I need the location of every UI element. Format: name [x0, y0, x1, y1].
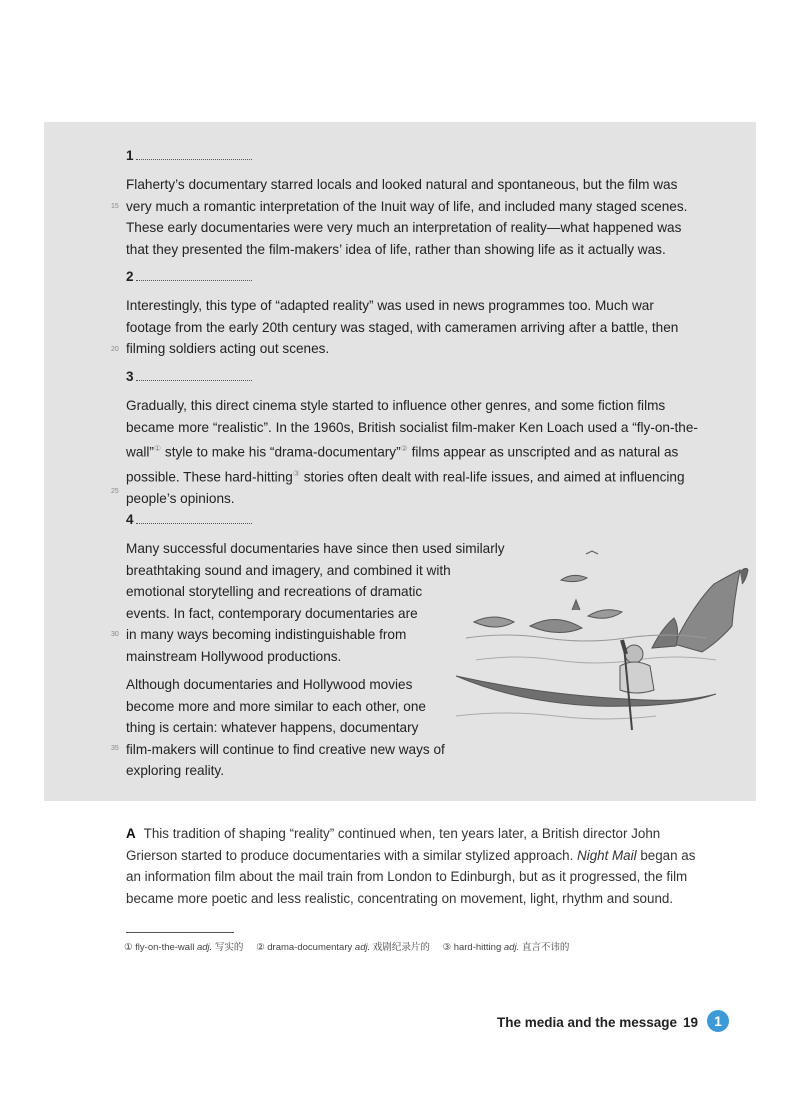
line-number: 25: [111, 488, 119, 495]
footnote-mark-1: ①: [153, 444, 162, 453]
section-number: 1: [126, 148, 134, 163]
section-number: 4: [126, 512, 134, 527]
section-number: 3: [126, 369, 134, 384]
section-4-heading: [126, 512, 252, 527]
section-4-paragraph: Many successful documentaries have since then used similarly breathtaking sound and imagery, and combined it with emotional storytelling and recreations of dramatic events. In fact, contemporary documentaries are in many ways becoming indistinguishable from mainstream Hollywood productions.: [126, 541, 505, 664]
section-number: 2: [126, 269, 134, 284]
closing-paragraph: Although documentaries and Hollywood movies become more and more similar to each other, one thing is certain: whatever happens, documentary film-makers will continue to find creative new ways of exploring reality.: [126, 677, 445, 778]
inuit-kayak-whale-illustration: [456, 548, 756, 748]
option-a-paragraph: A This tradition of shaping “reality” continued when, ten years later, a British director John Grierson started to produce documentaries with a similar stylized approach. Night Mail began as an information film about the mail train from London to Edinburgh, but as it progressed, the film became more poetic and less realistic, concentrating on movement, light, rhythm and sound.: [126, 826, 696, 906]
option-letter: A: [126, 826, 136, 841]
section-2-paragraph: Interestingly, this type of “adapted reality” was used in news programmes too. Much war footage from the early 20th century was staged, with cameramen arriving after a battle, then filming soldiers acting out scenes.: [126, 298, 679, 356]
answer-blank[interactable]: [136, 370, 252, 381]
page-number: 19: [683, 1015, 699, 1030]
footnotes: [124, 939, 579, 953]
line-number: 20: [111, 346, 119, 353]
footnote-mark-2: ②: [400, 444, 408, 453]
answer-blank[interactable]: [136, 270, 252, 281]
section-3-paragraph: Gradually, this direct cinema style started to influence other genres, and some fiction films became more “realistic”. In the 1960s, British socialist film-maker Ken Loach used a “fly-on-the- wall”① style to make his “drama-documentary”② films appear as unscripted and as natural as possible. These hard-hitting③ stories often dealt with real-life issues, and aimed at influencing people’s opinions.: [126, 398, 698, 507]
unit-badge: 1: [707, 1010, 729, 1032]
chapter-title: The media and the message: [497, 1015, 678, 1030]
line-number: 30: [111, 631, 119, 638]
answer-blank[interactable]: [136, 149, 252, 160]
footnote-1: ① fly-on-the-wall adj. 写实的: [124, 942, 244, 953]
line-number: 15: [111, 203, 119, 210]
line-number: 35: [111, 745, 119, 752]
footnote-3: ③ hard-hitting adj. 直言不讳的: [442, 942, 570, 953]
film-title: Night Mail: [577, 847, 637, 863]
section-1-paragraph: Flaherty’s documentary starred locals and looked natural and spontaneous, but the film was very much a romantic interpretation of the Inuit way of life, and included many staged scenes. These early documentaries were very much an interpretation of reality—what happened was that they presented the film-makers’ idea of life, rather than showing life as it actually was.: [126, 177, 688, 257]
footnote-2: ② drama-documentary adj. 戏剧纪录片的: [256, 942, 430, 953]
footnote-mark-3: ③: [292, 469, 300, 479]
section-1-heading: [126, 148, 252, 163]
section-2-heading: [126, 269, 252, 284]
footnote-divider: [126, 932, 234, 933]
section-3-heading: [126, 369, 252, 384]
answer-blank[interactable]: [136, 513, 252, 524]
